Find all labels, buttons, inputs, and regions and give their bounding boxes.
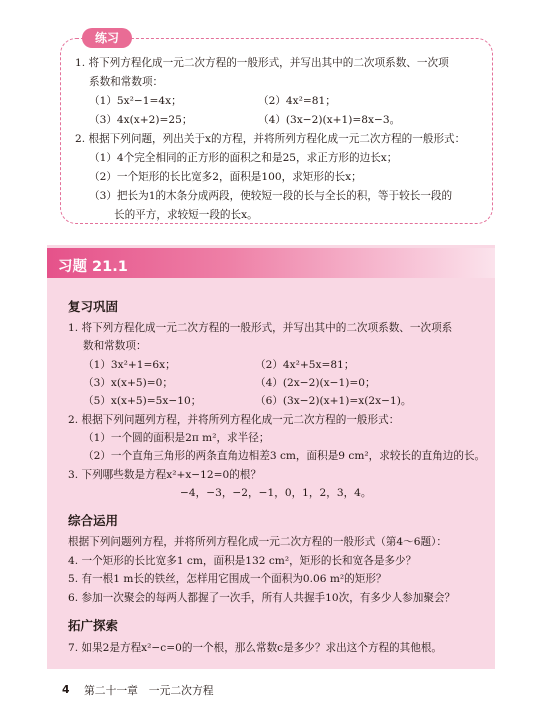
practice-line: （2）4x²=81； [258,95,336,107]
review-line: 1. 将下列方程化成一元二次方程的一般形式，并写出其中的二次项系数、一次项系 [68,322,453,334]
apply-line: 5. 有一根1 m长的铁丝，怎样用它围成一个面积为0.06 m²的矩形？ [68,573,387,585]
practice-line: （3）4x(x+2)=25； [89,114,193,126]
exercise-title: 习题 21.1 [58,259,128,275]
review-line: −4，−3，−2，−1，0，1，2，3，4。 [180,487,372,499]
practice-line: 1. 将下列方程化成一元二次方程的一般形式，并写出其中的二次项系数、一次项 [75,57,449,69]
review-line: （4）(2x−2)(x−1)=0； [255,377,376,389]
review-line: （1）一个圆的面积是2π m²，求半径； [83,432,270,444]
practice-tag: 练习 [82,28,132,48]
review-line: （1）3x²+1=6x； [83,359,176,371]
apply-line: 6. 参加一次聚会的每两人都握了一次手，所有人共握手10次，有多少人参加聚会？ [68,592,456,604]
practice-line: （1）4个完全相同的正方形的面积之和是25，求正方形的边长x； [89,152,398,164]
practice-line: 系数和常数项： [89,76,164,88]
practice-line: （1）5x²−1=4x； [89,95,182,107]
apply-line: 根据下列问题列方程，并将所列方程化成一元二次方程的一般形式（第4～6题）： [68,536,447,548]
practice-line: （3）把长为1的木条分成两段，使较短一段的长与全长的积，等于较长一段的 [89,190,453,202]
practice-line: （2）一个矩形的长比宽多2，面积是100，求矩形的长x； [89,171,362,183]
practice-line: 2. 根据下列问题，列出关于x的方程，并将所列方程化成一元二次方程的一般形式： [75,133,466,145]
review-line: （3）x(x+5)=0； [83,377,173,389]
review-line: （5）x(x+5)=5x−10； [83,395,202,407]
review-line: （6）(3x−2)(x+1)=x(2x−1)。 [255,395,412,407]
review-line: （2）一个直角三角形的两条直角边相差3 cm，面积是9 cm²，求较长的直角边的长。 [83,450,486,462]
review-line: 2. 根据下列问题列方程，并将所列方程化成一元二次方程的一般形式： [68,414,400,426]
apply-line: 4. 一个矩形的长比宽多1 cm，面积是132 cm²，矩形的长和宽各是多少？ [68,555,417,567]
section-heading-review: 复习巩固 [68,299,119,314]
practice-line: （4）(3x−2)(x+1)=8x−3。 [258,114,401,126]
chapter-title: 第二十一章 一元二次方程 [84,684,214,697]
review-line: 数和常数项： [83,340,147,352]
review-line: 3. 下列哪些数是方程x²+x−12=0的根？ [68,469,262,481]
practice-line: 长的平方，求较短一段的长x。 [114,209,258,221]
page-number: 4 [62,683,70,696]
section-heading-apply: 综合运用 [68,513,119,528]
section-heading-explore: 拓广探索 [68,618,119,633]
review-line: （2）4x²+5x=81； [255,359,355,371]
explore-line: 7. 如果2是方程x²−c=0的一个根，那么常数c是多少？求出这个方程的其他根。 [68,642,443,654]
